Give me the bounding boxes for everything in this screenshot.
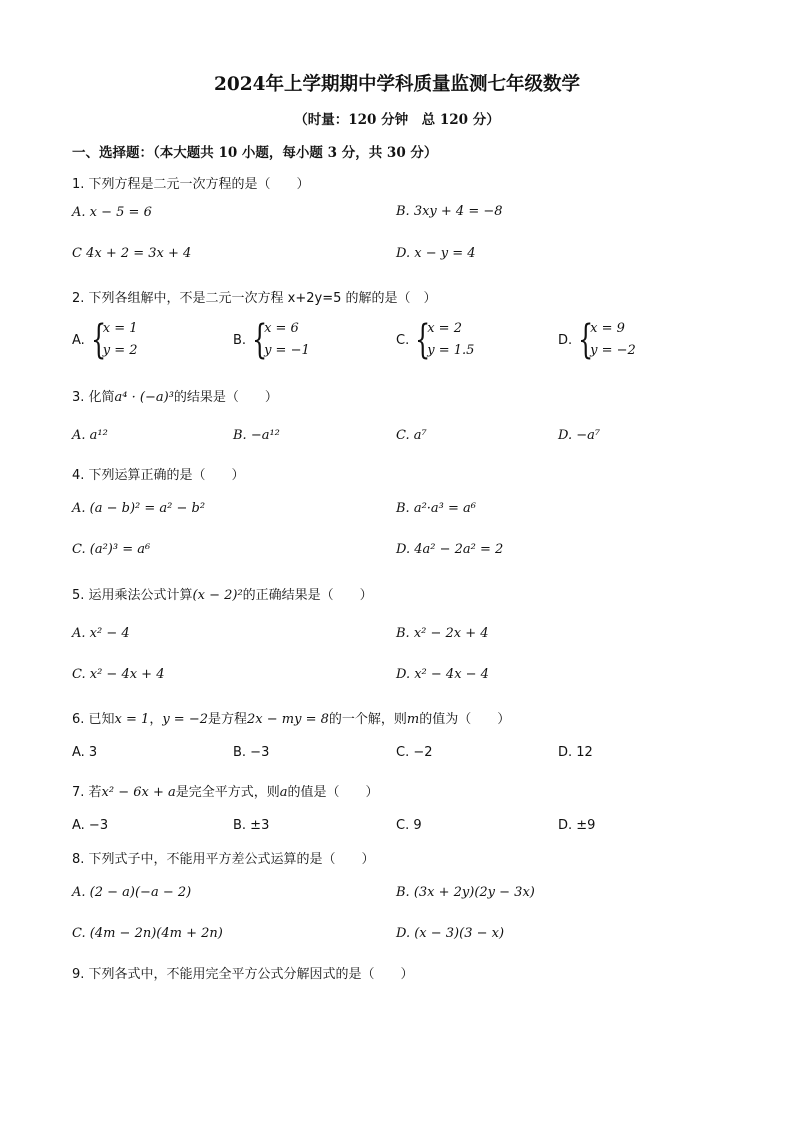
equation-system	[415, 318, 474, 362]
q8-option-b: B. (3x + 2y)(2y − 3x)	[396, 885, 535, 900]
q1-option-b: B. 3xy + 4 = −8	[396, 204, 503, 219]
brace-icon: {	[578, 317, 594, 363]
q8-option-c: C. (4m − 2n)(4m + 2n)	[72, 926, 223, 941]
q4-option-c: C. (a²)³ = a⁶	[72, 542, 151, 557]
system-row-1: x = 1	[102, 321, 138, 336]
question-8-stem: 8. 下列式子中，不能用平方差公式运算的是（ ）	[72, 852, 375, 867]
q2-option-a	[72, 318, 138, 362]
q4-option-a: A. (a − b)² = a² − b²	[72, 501, 206, 516]
q8-option-d: D. (x − 3)(3 − x)	[396, 926, 505, 941]
q7-option-b: B. ±3	[233, 818, 270, 833]
question-4-stem: 4. 下列运算正确的是（ ）	[72, 468, 245, 483]
system-row-1: x = 6	[264, 321, 299, 336]
section-heading: 一、选择题：（本大题共 10 小题，每小题 3 分，共 30 分）	[72, 145, 438, 161]
question-7-stem	[72, 781, 379, 800]
q6-stem-m4: m	[406, 712, 420, 727]
q2-option-d	[558, 318, 636, 362]
q2-option-b	[233, 318, 310, 362]
q3-stem-math: a⁴ · (−a)³	[114, 390, 174, 405]
q4-option-b: B. a²·a³ = a⁶	[396, 501, 476, 516]
q5-stem-post: 的正确结果是（ ）	[242, 588, 373, 603]
brace-icon: {	[90, 317, 107, 363]
q5-option-a: A. x² − 4	[72, 626, 130, 641]
q2-option-a-label: A.	[72, 332, 85, 348]
q7-option-c: C. 9	[396, 818, 422, 833]
brace-icon: {	[252, 317, 268, 363]
q6-stem-b: ，	[149, 712, 163, 727]
q2-option-c-label: C.	[396, 332, 410, 348]
system-row-1: x = 9	[590, 321, 625, 336]
system-row-2: y = 1.5	[427, 343, 475, 358]
q3-option-a: A. a¹²	[72, 428, 108, 443]
q7-stem-m2: a	[279, 785, 288, 800]
system-row-2: y = −1	[264, 343, 310, 358]
q6-stem-a: 6. 已知	[72, 712, 115, 727]
q2-option-d-label: D.	[558, 332, 573, 348]
equation-system	[578, 318, 636, 362]
q3-option-b: B. −a¹²	[233, 428, 280, 443]
q3-stem-post: 的结果是（ ）	[173, 390, 278, 405]
question-1-stem: 1. 下列方程是二元一次方程的是（ ）	[72, 177, 310, 192]
q7-stem-post: 的值是（ ）	[287, 785, 379, 800]
q6-stem-d: 的一个解，则	[328, 712, 407, 727]
q3-option-c: C. a⁷	[396, 428, 427, 443]
system-row-2: y = 2	[102, 343, 138, 358]
q4-option-d: D. 4a² − 2a² = 2	[396, 542, 504, 557]
q5-stem-pre: 5. 运用乘法公式计算	[72, 588, 193, 603]
q3-stem-pre: 3. 化简	[72, 390, 115, 405]
q1-option-a: A. x − 5 = 6	[72, 205, 152, 220]
equation-system	[252, 318, 310, 362]
q8-option-a: A. (2 − a)(−a − 2)	[72, 885, 192, 900]
q2-option-b-label: B.	[233, 332, 247, 348]
q7-stem-mid: 是完全平方式，则	[175, 785, 280, 800]
q6-stem-m2: y = −2	[162, 712, 208, 727]
q5-option-d: D. x² − 4x − 4	[396, 667, 489, 682]
question-5-stem	[72, 584, 373, 603]
q5-option-c: C. x² − 4x + 4	[72, 667, 165, 682]
q1-option-c: C 4x + 2 = 3x + 4	[72, 246, 192, 261]
page-title: 2024年上学期期中学科质量监测七年级数学	[214, 74, 580, 95]
q7-option-d: D. ±9	[558, 818, 596, 833]
q6-option-d: D. 12	[558, 745, 593, 760]
q1-option-d: D. x − y = 4	[396, 246, 476, 261]
system-row-1: x = 2	[427, 321, 462, 336]
q5-stem-math: (x − 2)²	[192, 588, 243, 603]
q3-option-d: D. −a⁷	[558, 428, 601, 443]
q6-option-a: A. 3	[72, 745, 98, 760]
q6-stem-m3: 2x − my = 8	[247, 712, 329, 727]
q7-option-a: A. −3	[72, 818, 109, 833]
q2-option-c	[396, 318, 474, 362]
question-9-stem: 9. 下列各式中，不能用完全平方公式分解因式的是（ ）	[72, 967, 414, 982]
q7-stem-pre: 7. 若	[72, 785, 102, 800]
exam-info: （时量：120 分钟 总 120 分）	[294, 112, 500, 128]
question-3-stem	[72, 386, 278, 405]
q5-option-b: B. x² − 2x + 4	[396, 626, 489, 641]
q6-option-b: B. −3	[233, 745, 270, 760]
brace-icon: {	[415, 317, 431, 363]
system-row-2: y = −2	[590, 343, 636, 358]
q6-stem-e: 的值为（ ）	[419, 712, 511, 727]
q6-stem-c: 是方程	[208, 712, 248, 727]
q7-stem-math: x² − 6x + a	[101, 785, 176, 800]
question-2-stem: 2. 下列各组解中，不是二元一次方程 x+2y=5 的解的是（ ）	[72, 291, 437, 306]
question-6-stem	[72, 708, 510, 727]
q6-option-c: C. −2	[396, 745, 433, 760]
equation-system	[91, 318, 138, 362]
q6-stem-m1: x = 1	[114, 712, 150, 727]
